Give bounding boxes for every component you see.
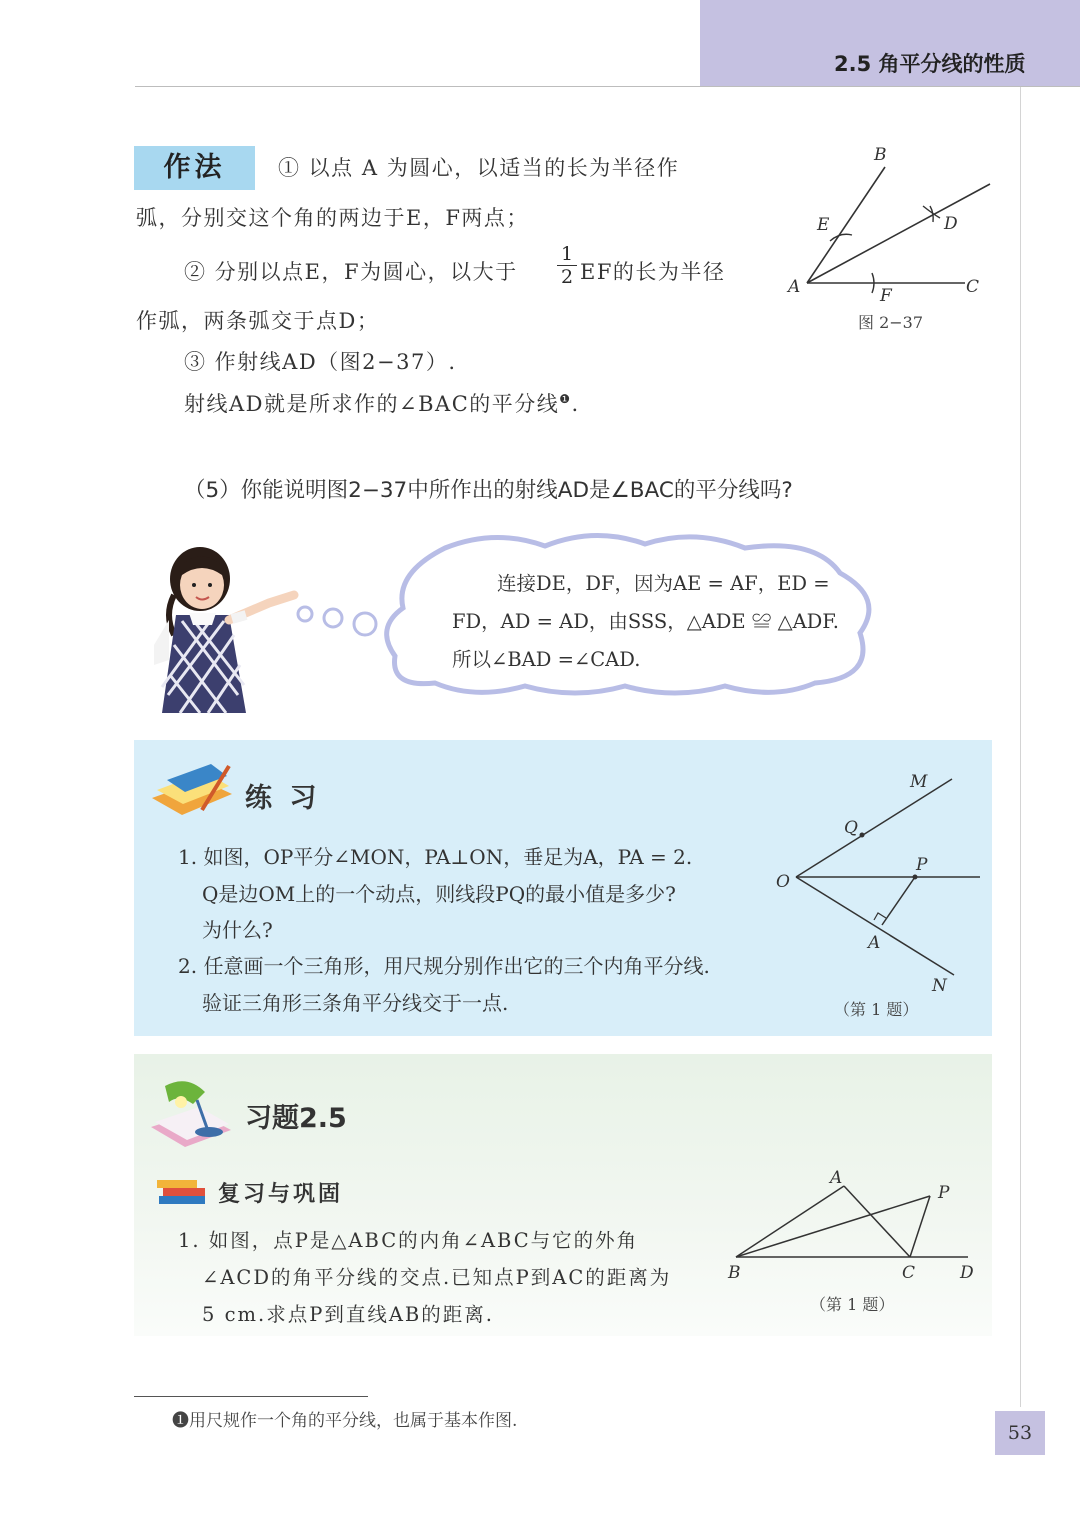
label-a: A: [830, 1168, 843, 1188]
practice-q1-line2: Q是边OM上的一个动点，则线段PQ的最小值是多少?: [202, 882, 676, 906]
page-number: 53: [1007, 1422, 1033, 1444]
segment-ac: [844, 1186, 910, 1257]
label-q: Q: [844, 818, 858, 838]
girl-arm-sleeve: [232, 615, 246, 619]
method-step2-line1: ② 分别以点E，F为圆心，以大于: [184, 260, 518, 284]
label-o: O: [776, 872, 790, 892]
section-title: 2.5 角平分线的性质: [834, 52, 1026, 76]
exercise-q1-line3: 5 cm.求点P到直线AB的距离.: [202, 1303, 494, 1326]
exercise-q1-line1: 1. 如图，点P是△ABC的内角∠ABC与它的外角: [178, 1229, 639, 1252]
method-step2-line1b: EF的长为半径: [580, 260, 726, 284]
exercise-subtitle: 复习与巩固: [218, 1181, 344, 1207]
right-angle-mark: [874, 913, 886, 920]
point-q: [860, 833, 865, 838]
book-2: [163, 1188, 205, 1196]
label-d: D: [944, 214, 958, 234]
practice-figure: [770, 765, 988, 1025]
method-conclusion-period: .: [571, 392, 580, 416]
book-1: [159, 1196, 205, 1204]
label-m: M: [910, 772, 928, 792]
bubble-line-3: 所以∠BAD =∠CAD.: [452, 648, 641, 671]
girl-illustration: [134, 525, 304, 715]
label-a: A: [788, 277, 801, 297]
label-b: B: [728, 1263, 741, 1283]
segment-pa: [882, 877, 915, 925]
footnote-marker: ❶: [559, 392, 572, 406]
book-3: [157, 1180, 197, 1188]
lamp-base: [195, 1127, 223, 1137]
books-icon: [147, 760, 235, 820]
label-p: P: [938, 1183, 950, 1203]
segment-ba: [736, 1186, 844, 1257]
ray-on: [796, 877, 954, 975]
bubble-dot-2: [324, 609, 342, 627]
practice-q1-line1: 1. 如图，OP平分∠MON，PA⊥ON，垂足为A，PA = 2.: [178, 845, 693, 869]
label-f: F: [880, 286, 892, 306]
method-step1-line2: 弧，分别交这个角的两边于E，F两点；: [136, 206, 529, 230]
method-conclusion: [184, 388, 580, 418]
method-step2-line2: 作弧，两条弧交于点D；: [136, 309, 380, 333]
footnote: ❶用尺规作一个角的平分线，也属于基本作图.: [172, 1411, 518, 1431]
bubble-dot-1: [298, 607, 312, 621]
label-c: C: [966, 277, 980, 297]
point-p: [913, 875, 918, 880]
label-b: B: [874, 145, 887, 165]
girl-braid: [169, 595, 174, 635]
margin-rule: [1020, 87, 1021, 1407]
method-step3: ③ 作射线AD（图2−37）.: [184, 350, 457, 374]
ray-ad: [807, 184, 990, 283]
fraction-denominator: 2: [557, 265, 577, 288]
practice-q1-line3: 为什么?: [202, 918, 273, 942]
practice-q2-line1: 2. 任意画一个三角形，用尺规分别作出它的三个内角平分线.: [178, 954, 710, 978]
figure-2-37: [780, 140, 1010, 340]
practice-title: 练 习: [245, 783, 321, 814]
header-rule: [135, 86, 1080, 87]
girl-collar: [189, 613, 216, 625]
exercise-figure-caption: （第 1 题）: [810, 1295, 895, 1314]
stacked-books-icon: [155, 1176, 211, 1208]
lamp-bulb: [175, 1096, 187, 1108]
footnote-rule: [134, 1396, 368, 1397]
arc-e: [830, 234, 852, 241]
ray-om: [796, 779, 952, 877]
label-d: D: [960, 1263, 974, 1283]
question-5: （5）你能说明图2−37中所作出的射线AD是∠BAC的平分线吗?: [184, 478, 793, 503]
practice-figure-caption: （第 1 题）: [834, 1000, 919, 1019]
arc-d2: [930, 206, 933, 222]
girl-sleeve: [154, 620, 169, 665]
exercise-q1-line2: ∠ACD的角平分线的交点.已知点P到AC的距离为: [202, 1266, 672, 1289]
label-p: P: [916, 855, 928, 875]
practice-q2-line2: 验证三角形三条角平分线交于一点.: [202, 991, 509, 1015]
fraction-numerator: 1: [560, 243, 574, 265]
segment-cp: [910, 1196, 930, 1257]
method-conclusion-text: 射线AD就是所求作的∠BAC的平分线: [184, 392, 560, 416]
bubble-line-2: FD，AD = AD，由SSS，△ADE ≌ △ADF.: [452, 610, 839, 633]
label-e: E: [817, 215, 830, 235]
exercise-title: 习题2.5: [245, 1103, 347, 1134]
figure-2-37-caption: 图 2−37: [858, 313, 924, 332]
method-step1-line1: ① 以点 A 为圆心，以适当的长为半径作: [278, 156, 680, 180]
label-c: C: [902, 1263, 916, 1283]
fraction: [557, 243, 577, 288]
bubble-line-1: 连接DE，DF，因为AE = AF，ED =: [497, 572, 830, 595]
method-tag: 作法: [134, 146, 255, 190]
label-n: N: [932, 976, 947, 996]
lamp-book-icon: [147, 1072, 235, 1154]
label-a: A: [868, 933, 881, 953]
exercise-figure: [722, 1162, 990, 1322]
bubble-dot-3: [354, 613, 376, 635]
